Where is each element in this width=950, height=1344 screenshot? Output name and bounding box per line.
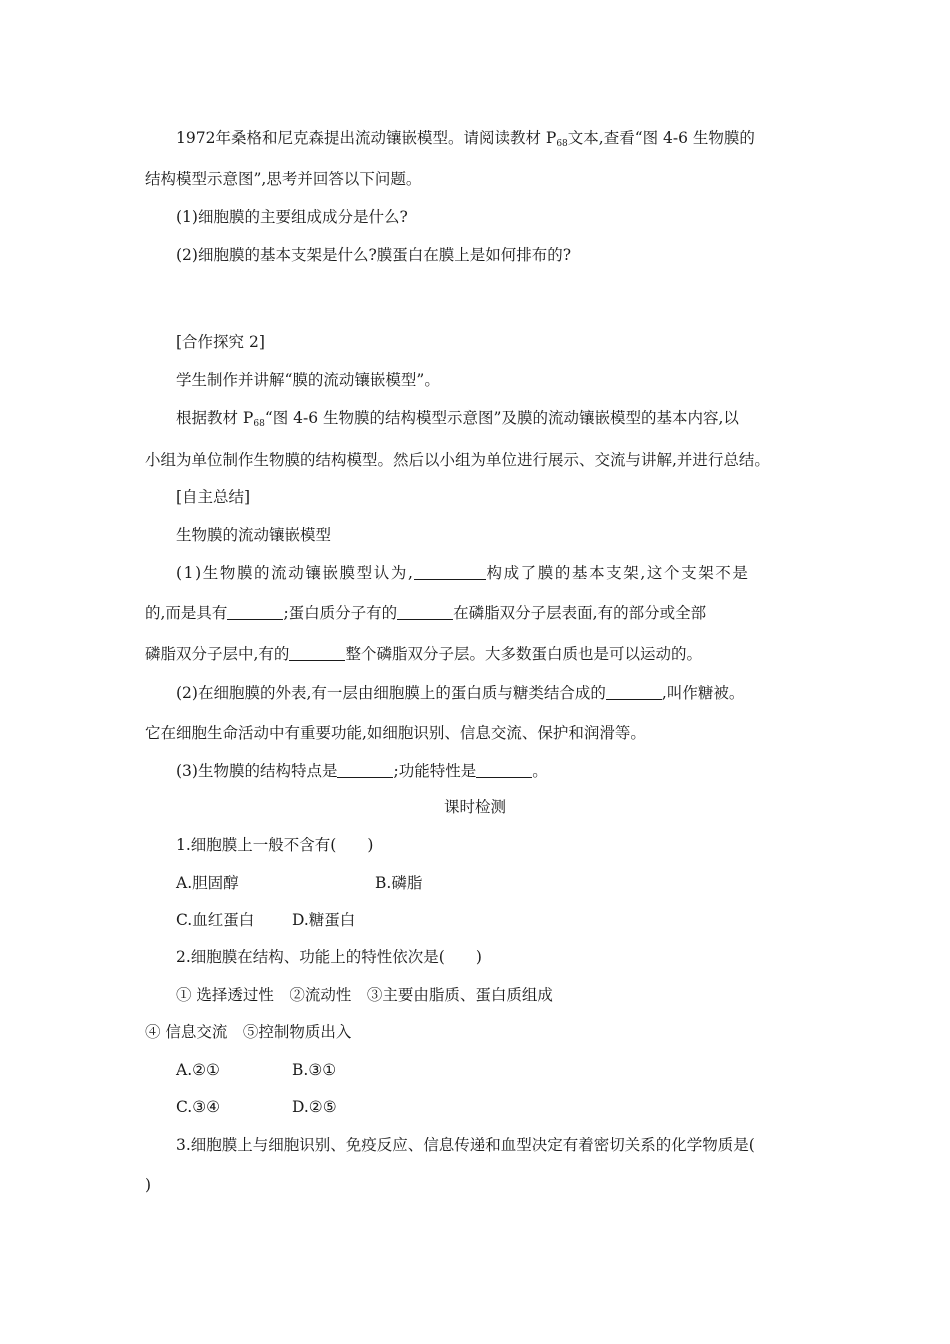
option-1b: B.磷脂 [375, 874, 423, 892]
fill-blank[interactable] [337, 762, 393, 778]
summary-text: 。 [532, 762, 548, 780]
summary-text: (2)在细胞膜的外表,有一层由细胞膜上的蛋白质与糖类结合成的 [176, 684, 606, 702]
option-1d: D.糖蛋白 [292, 911, 356, 929]
coop-paragraph-line-2: 小组为单位制作生物膜的结构模型。然后以小组为单位进行展示、交流与讲解,并进行总结。 [145, 451, 770, 469]
intro-line-1 [176, 128, 755, 154]
subscript: 68 [556, 139, 568, 149]
test-question-3: 3.细胞膜上与细胞识别、免疫反应、信息传递和血型决定有着密切关系的化学物质是( [176, 1136, 755, 1154]
intro-text: 1972年桑格和尼克森提出流动镶嵌模型。请阅读教材 P [176, 129, 557, 147]
summary-line-2 [145, 603, 706, 623]
subscript: 68 [253, 419, 265, 429]
question-2: (2)细胞膜的基本支架是什么?膜蛋白在膜上是如何排布的? [176, 246, 572, 264]
summary-text: (1)生物膜的流动镶嵌膜型认为, [176, 564, 415, 582]
summary-text: ,叫作糖被。 [661, 684, 745, 702]
coop-text: “图 4-6 生物膜的结构模型示意图”及膜的流动镶嵌模型的基本内容,以 [264, 409, 739, 427]
question-1: (1)细胞膜的主要组成成分是什么? [176, 208, 408, 226]
summary-text: 的,而是具有 [145, 604, 228, 622]
statement-list-1: ① 选择透过性 ②流动性 ③主要由脂质、蛋白质组成 [176, 986, 553, 1004]
intro-line-2: 结构模型示意图”,思考并回答以下问题。 [145, 170, 422, 188]
summary-text: 整个磷脂双分子层。大多数蛋白质也是可以运动的。 [345, 645, 702, 663]
fill-blank[interactable] [397, 604, 453, 620]
option-2c: C.③④ [176, 1098, 221, 1116]
option-1c: C.血红蛋白 [176, 911, 255, 929]
statement-list-2: ④ 信息交流 ⑤控制物质出入 [145, 1023, 352, 1041]
summary-text: 磷脂双分子层中,有的 [145, 645, 290, 663]
coop-heading: [合作探究 2] [176, 333, 265, 351]
option-1a: A.胆固醇 [176, 874, 239, 892]
test-question-2: 2.细胞膜在结构、功能上的特性依次是( ) [176, 948, 482, 966]
summary-text: 构成了膜的基本支架,这个支架不是 [486, 564, 750, 582]
fill-blank[interactable] [227, 604, 283, 620]
coop-text: 根据教材 P [176, 409, 254, 427]
summary-line-1 [176, 563, 750, 583]
test-heading: 课时检测 [443, 798, 506, 816]
summary-text: (3)生物膜的结构特点是 [176, 762, 338, 780]
summary-text: 在磷脂双分子层表面,有的部分或全部 [453, 604, 707, 622]
summary-text: ;蛋白质分子有的 [283, 604, 398, 622]
summary-line-3 [145, 644, 702, 664]
fill-blank[interactable] [414, 564, 486, 580]
coop-task: 学生制作并讲解“膜的流动镶嵌模型”。 [176, 371, 440, 389]
summary-heading: [自主总结] [176, 488, 251, 506]
option-2a: A.②① [176, 1061, 220, 1079]
test-question-1: 1.细胞膜上一般不含有( ) [176, 836, 374, 854]
summary-text: ;功能特性是 [393, 762, 477, 780]
intro-text: 文本,查看“图 4-6 生物膜的 [567, 129, 755, 147]
option-2d: D.②⑤ [292, 1098, 337, 1116]
option-2b: B.③① [292, 1061, 337, 1079]
summary-line-4 [176, 683, 744, 703]
summary-title: 生物膜的流动镶嵌模型 [176, 526, 332, 544]
fill-blank[interactable] [606, 684, 662, 700]
fill-blank[interactable] [476, 762, 532, 778]
fill-blank[interactable] [289, 645, 345, 661]
summary-line-6 [176, 761, 548, 781]
summary-line-5: 它在细胞生命活动中有重要功能,如细胞识别、信息交流、保护和润滑等。 [145, 724, 646, 742]
coop-paragraph-line-1 [176, 408, 739, 434]
test-question-3-end: ) [145, 1176, 152, 1194]
